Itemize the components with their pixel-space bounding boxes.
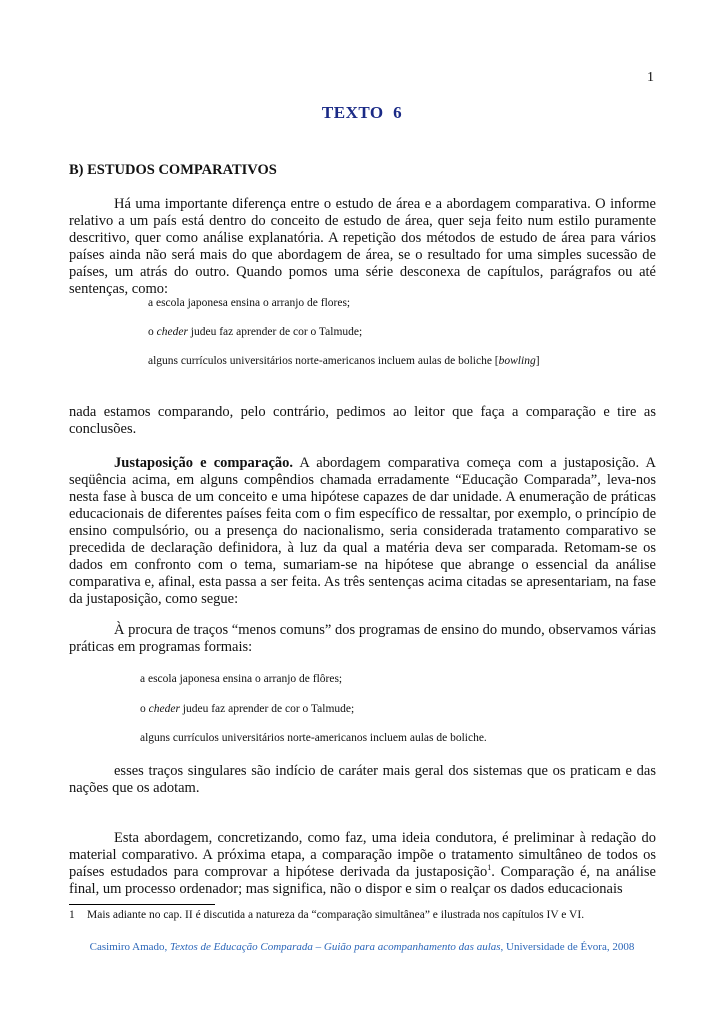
example-line: alguns currículos universitários norte-americanos incluem aulas de boliche [bowling] [148, 355, 540, 367]
paragraph-search: À procura de traços “menos comuns” dos programas de ensino do mundo, observamos várias práticas em programas formais: [69, 622, 656, 655]
run-in-heading: Justaposição e comparação. [114, 455, 294, 471]
document-title: TEXTO 6 [321, 103, 403, 122]
example-line: o cheder judeu faz aprender de cor o Talmude; [140, 703, 355, 715]
section-heading: B) ESTUDOS COMPARATIVOS [69, 162, 277, 178]
page-footer: Casimiro Amado, Textos de Educação Comparada – Guião para acompanhamento das aulas, Universidade de Évora, 2008 [89, 941, 635, 953]
paragraph-juxtaposition: Justaposição e comparação. A abordagem comparativa começa com a justaposição. A seqüência acima, em alguns compêndios chamada erradamente “Educação Comparada”, leva-nos nesta fase à busca de um conceito e uma hipótese capazes de dar unidade. A enumeração de práticas educacionais de diferentes países feita com o fim específico de ressaltar, por exemplo, o princípio de ensino compulsório, ou a presença do nacionalismo, seria considerada tratamento comparativo se precedida de declaração definidora, à luz da qual a matéria deva ser comparada. Retomam-se os dados em confronto com o tema, sumariam-se na hipótese que abrange o essencial da análise comparativa e, afinal, esta passa a ser feita. As três sentenças acima citadas se apresentariam, na fase da justaposição, como segue: [69, 455, 657, 607]
example-line: alguns currículos universitários norte-americanos incluem aulas de boliche. [140, 732, 487, 744]
page-number: 1 [647, 70, 654, 85]
paragraph-traits: esses traços singulares são indício de caráter mais geral dos sistemas que os praticam e das nações que os adotam. [69, 763, 656, 796]
example-line: o cheder judeu faz aprender de cor o Talmude; [148, 326, 363, 338]
footnote-separator [69, 904, 215, 905]
example-line: a escola japonesa ensina o arranjo de flôres; [140, 673, 343, 685]
paragraph-conclusion: nada estamos comparando, pelo contrário, pedimos ao leitor que faça a comparação e tire as conclusões. [69, 404, 656, 437]
footnote: 1 Mais adiante no cap. II é discutida a natureza da “comparação simultânea” e ilustrada nos capítulos IV e VI. [69, 909, 585, 921]
example-line: a escola japonesa ensina o arranjo de flores; [148, 297, 351, 309]
footnote-reference[interactable]: 1 [487, 863, 492, 873]
paragraph-approach: Esta abordagem, concretizando, como faz, uma ideia condutora, é preliminar à redação do material comparativo. A próxima etapa, a comparação impõe o tratamento simultâneo de todos os países estudados para comprovar a hipótese derivada da justaposição$^1$. Comparação é, na análise final, um processo ordenador; mas significa, não o dispor e sim o realçar os dados educacionais [69, 830, 656, 897]
paragraph-intro: Há uma importante diferença entre o estudo de área e a abordagem comparativa. O informe relativo a um país está dentro do conceito de estudo de área, quer seja feito num estilo puramente descritivo, quer como análise explanatória. A repetição dos métodos de estudo de área para vários países ainda não será mais do que abordagem de área, se o resultado for uma simples sucessão de países, um atrás do outro. Quando pomos uma série desconexa de capítulos, parágrafos ou até sentenças, como: [69, 196, 656, 297]
